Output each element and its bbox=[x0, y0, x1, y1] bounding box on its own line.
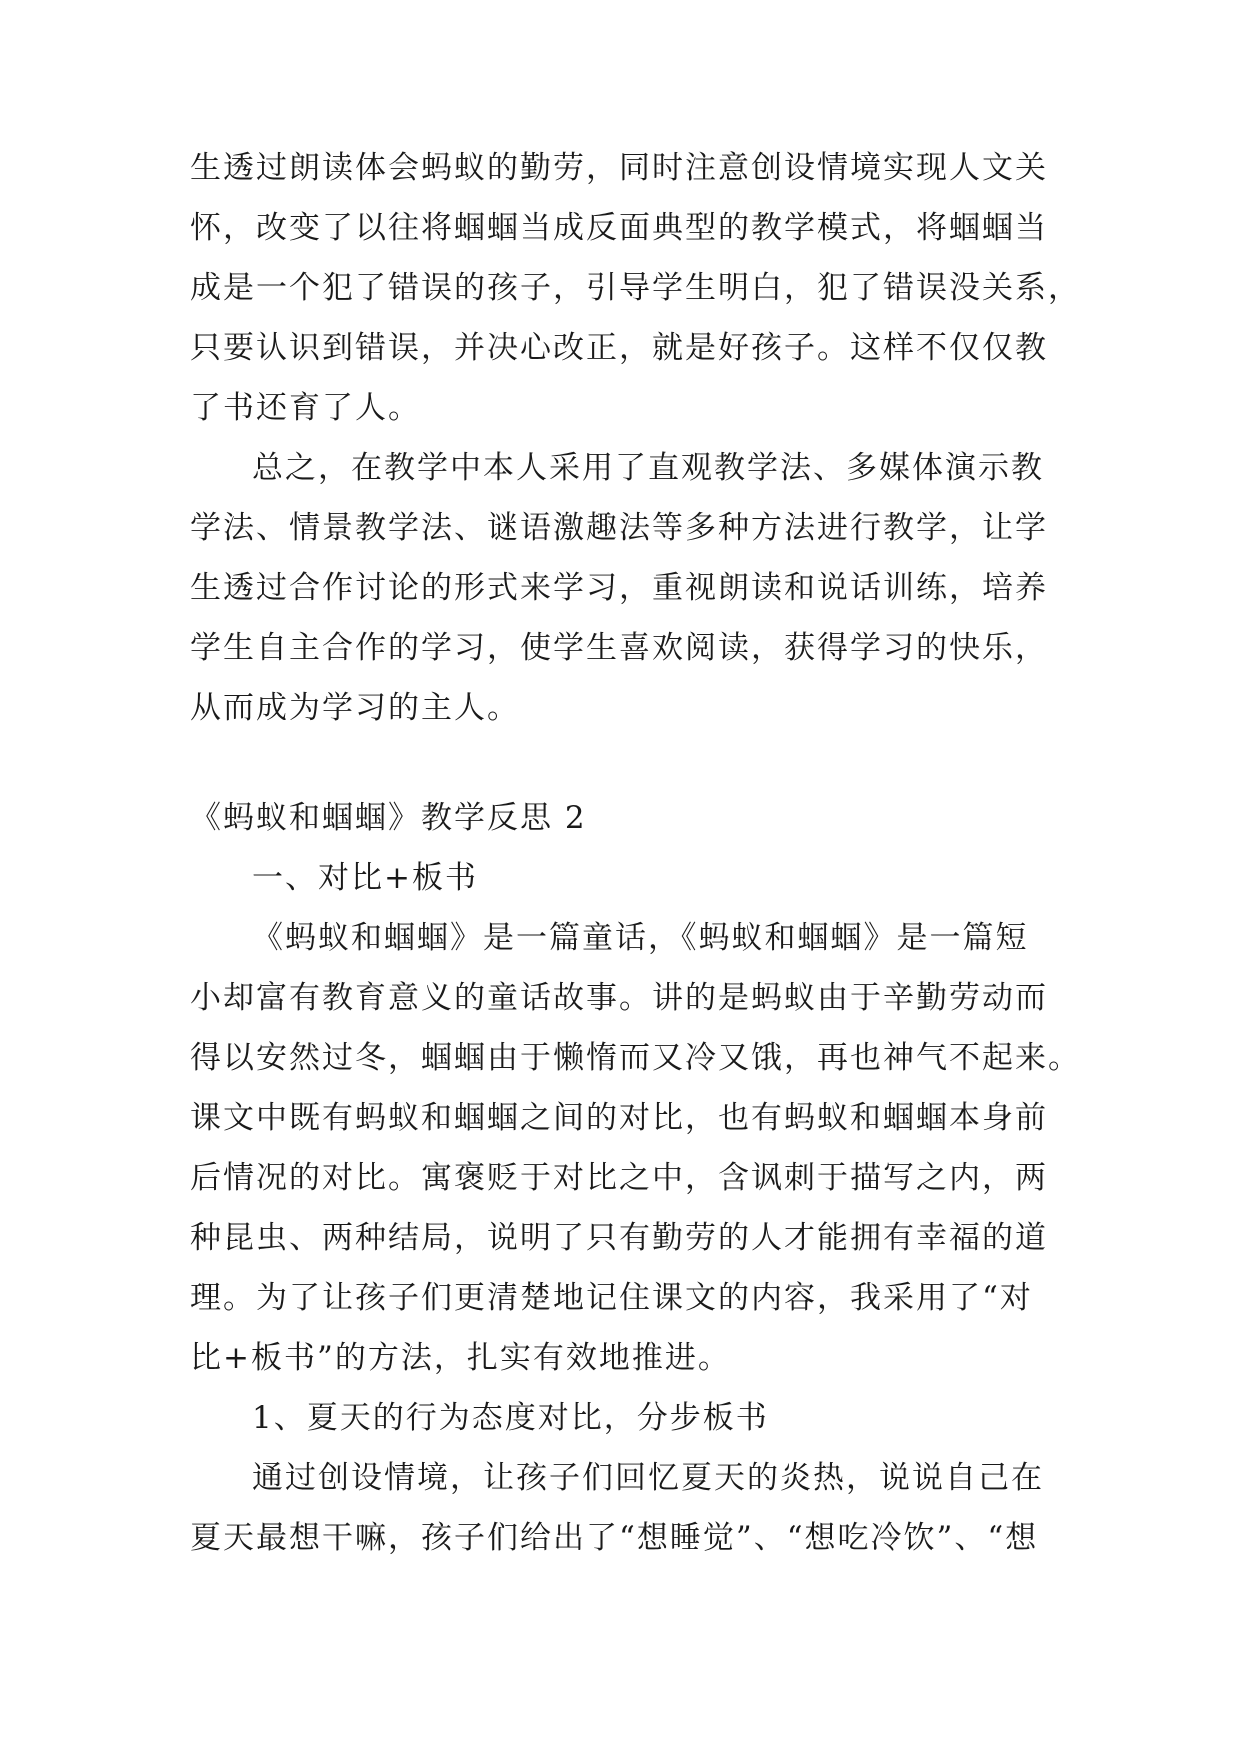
paragraph-line: 《蚂蚁和蝈蝈》是一篇童话，《蚂蚁和蝈蝈》是一篇短 bbox=[252, 920, 1029, 956]
paragraph-line: 生透过合作讨论的形式来学习，重视朗读和说话训练，培养 bbox=[190, 570, 1048, 606]
paragraph-line: 理。为了让孩子们更清楚地记住课文的内容，我采用了“对 bbox=[190, 1280, 1033, 1316]
section-heading: 一、对比+板书 bbox=[252, 860, 478, 896]
document-title: 《蚂蚁和蝈蝈》教学反思 2 bbox=[190, 800, 587, 836]
paragraph-line: 通过创设情境，让孩子们回忆夏天的炎热，说说自己在 bbox=[252, 1460, 1044, 1496]
paragraph-line: 得以安然过冬，蝈蝈由于懒惰而又冷又饿，再也神气不起来。 bbox=[190, 1040, 1081, 1076]
subsection-heading: 1、夏天的行为态度对比，分步板书 bbox=[252, 1400, 769, 1436]
paragraph-line: 从而成为学习的主人。 bbox=[190, 690, 520, 726]
paragraph-line: 夏天最想干嘛，孩子们给出了“想睡觉”、“想吃冷饮”、“想 bbox=[190, 1520, 1039, 1556]
paragraph-line: 学法、情景教学法、谜语激趣法等多种方法进行教学，让学 bbox=[190, 510, 1048, 546]
paragraph-line: 怀，改变了以往将蝈蝈当成反面典型的教学模式，将蝈蝈当 bbox=[190, 210, 1048, 246]
paragraph-line: 成是一个犯了错误的孩子，引导学生明白，犯了错误没关系， bbox=[190, 270, 1081, 306]
paragraph-line: 种昆虫、两种结局，说明了只有勤劳的人才能拥有幸福的道 bbox=[190, 1220, 1048, 1256]
paragraph-line: 小却富有教育意义的童话故事。讲的是蚂蚁由于辛勤劳动而 bbox=[190, 980, 1048, 1016]
paragraph-line: 课文中既有蚂蚁和蝈蝈之间的对比，也有蚂蚁和蝈蝈本身前 bbox=[190, 1100, 1048, 1136]
paragraph-line: 后情况的对比。寓褒贬于对比之中，含讽刺于描写之内，两 bbox=[190, 1160, 1048, 1196]
paragraph-line: 学生自主合作的学习，使学生喜欢阅读，获得学习的快乐， bbox=[190, 630, 1048, 666]
paragraph-line: 总之，在教学中本人采用了直观教学法、多媒体演示教 bbox=[252, 450, 1044, 486]
paragraph-line: 生透过朗读体会蚂蚁的勤劳，同时注意创设情境实现人文关 bbox=[190, 150, 1048, 186]
paragraph-line: 了书还育了人。 bbox=[190, 390, 421, 426]
paragraph-line: 比+板书”的方法，扎实有效地推进。 bbox=[190, 1340, 731, 1376]
paragraph-line: 只要认识到错误，并决心改正，就是好孩子。这样不仅仅教 bbox=[190, 330, 1048, 366]
